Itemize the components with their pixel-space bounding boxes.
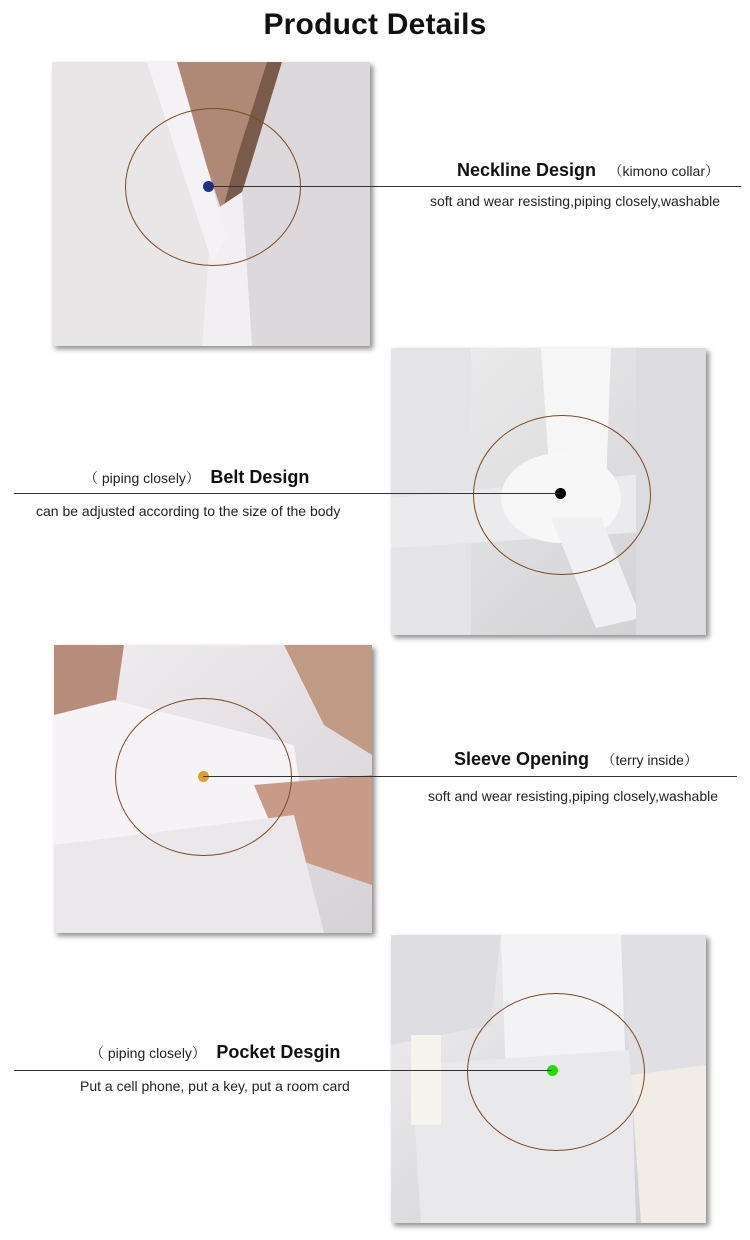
- feature-title: Belt Design: [210, 467, 310, 487]
- pocket-heading: [90, 1042, 340, 1063]
- neckline-description: soft and wear resisting,piping closely,washable: [430, 193, 721, 209]
- feature-note: （kimono collar）: [608, 163, 719, 179]
- pocket-leader-line: [14, 1070, 552, 1071]
- feature-title: Pocket Desgin: [216, 1042, 341, 1062]
- feature-note: （ piping closely）: [84, 470, 200, 486]
- sleeve-heading: [454, 749, 698, 770]
- belt-leader-line: [14, 493, 560, 494]
- feature-note: （ piping closely）: [90, 1045, 206, 1061]
- feature-note: （terry inside）: [601, 752, 698, 768]
- sleeve-description: soft and wear resisting,piping closely,washable: [428, 788, 719, 804]
- neckline-heading: [457, 160, 719, 181]
- belt-heading: [84, 467, 309, 488]
- feature-title: Sleeve Opening: [454, 749, 590, 769]
- belt-description: can be adjusted according to the size of the body: [36, 503, 341, 519]
- pocket-description: Put a cell phone, put a key, put a room card: [80, 1078, 350, 1094]
- sleeve-leader-line: [203, 776, 737, 777]
- page-title: Product Details: [263, 8, 487, 41]
- neckline-leader-line: [208, 186, 741, 187]
- feature-title: Neckline Design: [457, 160, 597, 180]
